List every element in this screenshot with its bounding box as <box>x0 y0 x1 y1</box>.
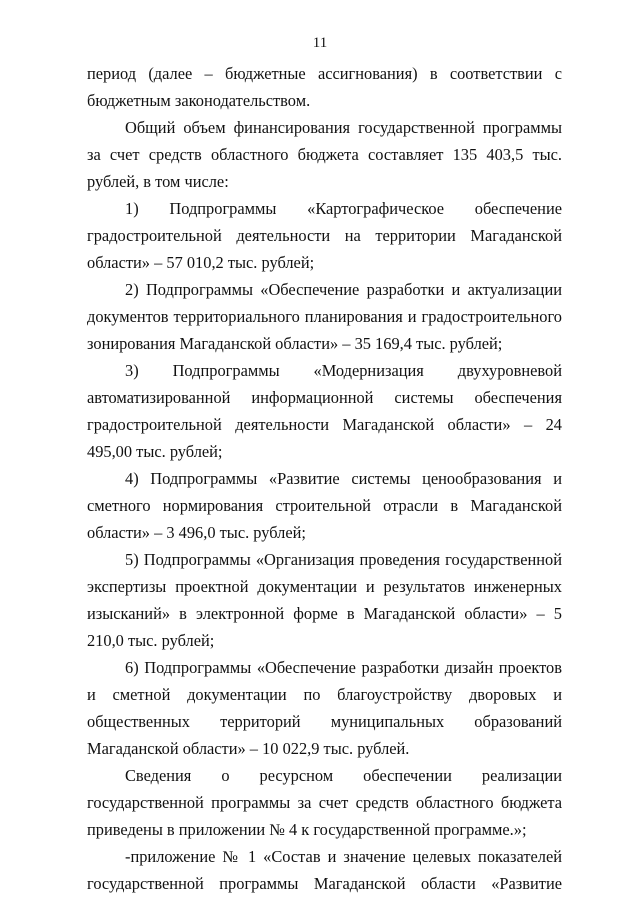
paragraph-subprogram-4: 4) Подпрограммы «Развитие системы ценообразования и сметного нормирования строительной отрасли в Магаданской области» – 3 496,0 тыс. рублей; <box>87 469 562 542</box>
document-body <box>87 60 562 897</box>
paragraph-subprogram-2: 2) Подпрограммы «Обеспечение разработки и актуализации документов территориального планирования и градостроительного зонирования Магаданской области» – 35 169,4 тыс. рублей; <box>87 280 562 353</box>
paragraph-total-funding: Общий объем финансирования государственной программы за счет средств областного бюджета составляет 135 403,5 тыс. рублей, в том числе: <box>87 118 562 191</box>
paragraph-resource-info: Сведения о ресурсном обеспечении реализации государственной программы за счет средств областного бюджета приведены в приложении № 4 к государственной программе.»; <box>87 766 562 839</box>
paragraph-subprogram-3: 3) Подпрограммы «Модернизация двухуровневой автоматизированной информационной системы обеспечения градостроительной деятельности Магаданской области» – 24 495,00 тыс. рублей; <box>87 361 562 461</box>
paragraph-continuation: период (далее – бюджетные ассигнования) в соответствии с бюджетным законодательством. <box>87 64 562 110</box>
paragraph-subprogram-5: 5) Подпрограммы «Организация проведения государственной экспертизы проектной документации и результатов инженерных изысканий» в электронной форме в Магаданской области» – 5 210,0 тыс. рублей; <box>87 550 562 650</box>
paragraph-subprogram-6: 6) Подпрограммы «Обеспечение разработки дизайн проектов и сметной документации по благоустройству дворовых и общественных территорий муниципальных образований Магаданской области» – 10 022,9 тыс. рублей. <box>87 658 562 758</box>
paragraph-subprogram-1: 1) Подпрограммы «Картографическое обеспечение градостроительной деятельности на территории Магаданской области» – 57 010,2 тыс. рублей; <box>87 199 562 272</box>
page-number: 11 <box>312 35 328 51</box>
paragraph-appendix-1: -приложение № 1 «Состав и значение целевых показателей государственной программы Магаданской области «Развитие <box>87 847 562 893</box>
